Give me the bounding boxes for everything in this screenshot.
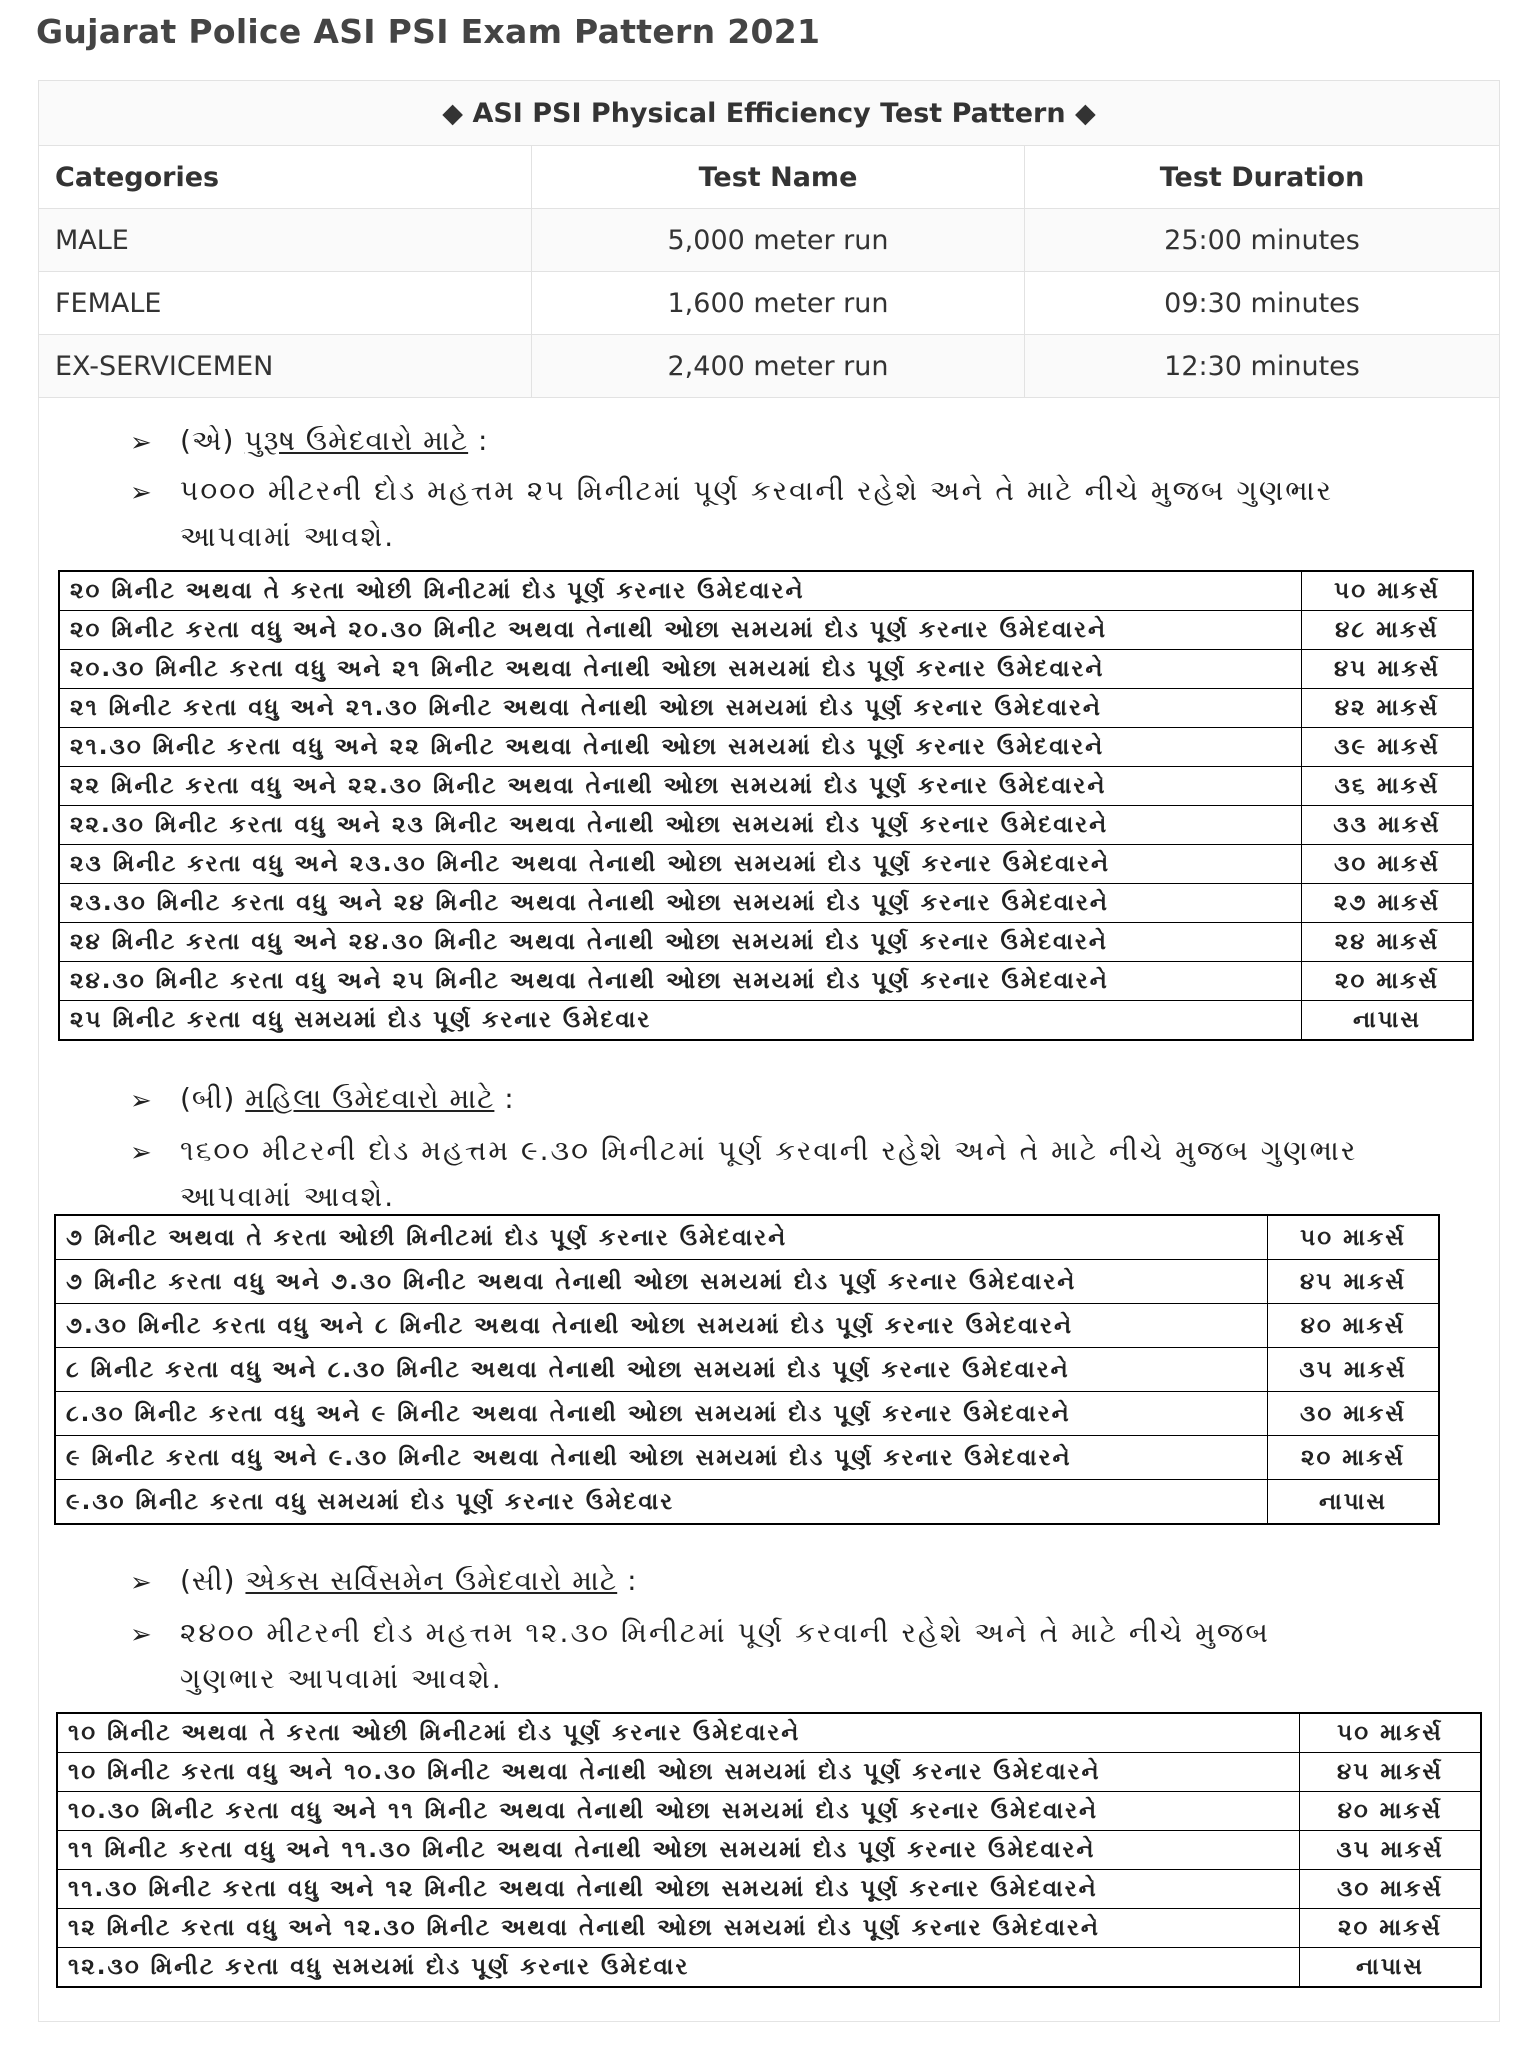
marks-cell: ૩૦ માકર્સ (1300, 1870, 1482, 1909)
criteria-cell: ૯ મિનીટ કરતા વધુ અને ૯.૩૦ મિનીટ અથવા તેનાથી ઓછા સમયમાં દોડ પૂર્ણ કરનાર ઉમેદવારને (55, 1436, 1268, 1480)
section-heading-text: મહિલા ઉમેદવારો માટે (245, 1082, 495, 1115)
marks-cell: ૩૩ માકર્સ (1302, 806, 1474, 845)
marks-cell: ૩૦ માકર્સ (1302, 845, 1474, 884)
table-row (59, 884, 1473, 923)
para-line-2: ગુણભાર આપવામાં આવશે. (180, 1662, 503, 1695)
bullet-arrow-icon: ➢ (130, 1086, 152, 1116)
criteria-cell: ૮ મિનીટ કરતા વધુ અને ૮.૩૦ મિનીટ અથવા તેનાથી ઓછા સમયમાં દોડ પૂર્ણ કરનાર ઉમેદવારને (55, 1348, 1268, 1392)
criteria-cell: ૧૨ મિનીટ કરતા વધુ અને ૧૨.૩૦ મિનીટ અથવા તેનાથી ઓછા સમયમાં દોડ પૂર્ણ કરનાર ઉમેદવારને (57, 1909, 1300, 1948)
table-row (59, 962, 1473, 1001)
test-name-cell: 1,600 meter run (532, 272, 1025, 335)
marks-cell: ૩૫ માકર્સ (1268, 1348, 1440, 1392)
criteria-cell: ૨૦ મિનીટ કરતા વધુ અને ૨૦.૩૦ મિનીટ અથવા તેનાથી ઓછા સમયમાં દોડ પૂર્ણ કરનાર ઉમેદવારને (59, 611, 1302, 650)
table-row (59, 689, 1473, 728)
para-line-1: ૨૪૦૦ મીટરની દોડ મહત્તમ ૧૨.૩૦ મિનીટમાં પૂર્ણ કરવાની રહેશે અને તે માટે નીચે મુજબ (180, 1616, 1270, 1649)
marks-cell: ૪૮ માકર્સ (1302, 611, 1474, 650)
marks-cell: ૫૦ માકર્સ (1300, 1713, 1482, 1753)
criteria-cell: ૨૧.૩૦ મિનીટ કરતા વધુ અને ૨૨ મિનીટ અથવા તેનાથી ઓછા સમયમાં દોડ પૂર્ણ કરનાર ઉમેદવારને (59, 728, 1302, 767)
table-row (55, 1304, 1439, 1348)
table-row (55, 1348, 1439, 1392)
marks-cell: ૨૪ માકર્સ (1302, 923, 1474, 962)
table-row (59, 728, 1473, 767)
table-row (59, 923, 1473, 962)
criteria-cell: ૨૨.૩૦ મિનીટ કરતા વધુ અને ૨૩ મિનીટ અથવા તેનાથી ઓછા સમયમાં દોડ પૂર્ણ કરનાર ઉમેદવારને (59, 806, 1302, 845)
table-row (57, 1792, 1481, 1831)
category-cell: FEMALE (39, 272, 532, 335)
criteria-cell: ૧૧ મિનીટ કરતા વધુ અને ૧૧.૩૦ મિનીટ અથવા તેનાથી ઓછા સમયમાં દોડ પૂર્ણ કરનાર ઉમેદવારને (57, 1831, 1300, 1870)
marks-cell: ૩૬ માકર્સ (1302, 767, 1474, 806)
criteria-cell: ૨૨ મિનીટ કરતા વધુ અને ૨૨.૩૦ મિનીટ અથવા તેનાથી ઓછા સમયમાં દોડ પૂર્ણ કરનાર ઉમેદવારને (59, 767, 1302, 806)
table-row (59, 845, 1473, 884)
page-title: Gujarat Police ASI PSI Exam Pattern 2021 (36, 12, 821, 51)
criteria-cell: ૭ મિનીટ કરતા વધુ અને ૭.૩૦ મિનીટ અથવા તેનાથી ઓછા સમયમાં દોડ પૂર્ણ કરનાર ઉમેદવારને (55, 1260, 1268, 1304)
criteria-cell: ૮.૩૦ મિનીટ કરતા વધુ અને ૯ મિનીટ અથવા તેનાથી ઓછા સમયમાં દોડ પૂર્ણ કરનાર ઉમેદવારને (55, 1392, 1268, 1436)
table-row (57, 1909, 1481, 1948)
bullet-arrow-icon: ➢ (130, 1568, 152, 1598)
table-row (55, 1392, 1439, 1436)
table-row (59, 806, 1473, 845)
section-prefix: (સી) (180, 1564, 236, 1597)
criteria-cell: ૯.૩૦ મિનીટ કરતા વધુ સમયમાં દોડ પૂર્ણ કરનાર ઉમેદવાર (55, 1480, 1268, 1525)
criteria-cell: ૧૧.૩૦ મિનીટ કરતા વધુ અને ૧૨ મિનીટ અથવા તેનાથી ઓછા સમયમાં દોડ પૂર્ણ કરનાર ઉમેદવારને (57, 1870, 1300, 1909)
header-test-duration: Test Duration (1025, 146, 1500, 209)
pet-table-caption: ◆ ASI PSI Physical Efficiency Test Pattern ◆ (39, 81, 1500, 146)
marks-cell: નાપાસ (1268, 1480, 1440, 1525)
para-line-2: આપવામાં આવશે. (180, 1180, 396, 1213)
marks-cell: ૫૦ માકર્સ (1268, 1215, 1440, 1260)
marks-cell: ૨૦ માકર્સ (1302, 962, 1474, 1001)
category-cell: MALE (39, 209, 532, 272)
test-name-cell: 5,000 meter run (532, 209, 1025, 272)
marks-cell: ૫૦ માકર્સ (1302, 571, 1474, 611)
female-section-heading (180, 1082, 515, 1116)
criteria-cell: ૧૦ મિનીટ અથવા તે કરતા ઓછી મિનીટમાં દોડ પૂર્ણ કરનાર ઉમેદવારને (57, 1713, 1300, 1753)
exsm-marks-table (56, 1712, 1482, 1988)
table-row (59, 571, 1473, 611)
male-section-heading (180, 424, 488, 458)
table-row (55, 1436, 1439, 1480)
header-categories: Categories (39, 146, 532, 209)
test-duration-cell: 25:00 minutes (1025, 209, 1500, 272)
criteria-cell: ૨૦ મિનીટ અથવા તે કરતા ઓછી મિનીટમાં દોડ પૂર્ણ કરનાર ઉમેદવારને (59, 571, 1302, 611)
bullet-arrow-icon: ➢ (130, 478, 152, 508)
criteria-cell: ૨૦.૩૦ મિનીટ કરતા વધુ અને ૨૧ મિનીટ અથવા તેનાથી ઓછા સમયમાં દોડ પૂર્ણ કરનાર ઉમેદવારને (59, 650, 1302, 689)
criteria-cell: ૨૫ મિનીટ કરતા વધુ સમયમાં દોડ પૂર્ણ કરનાર ઉમેદવાર (59, 1001, 1302, 1041)
table-row (59, 650, 1473, 689)
male-rule-paragraph (180, 468, 1480, 560)
criteria-cell: ૨૪ મિનીટ કરતા વધુ અને ૨૪.૩૦ મિનીટ અથવા તેનાથી ઓછા સમયમાં દોડ પૂર્ણ કરનાર ઉમેદવારને (59, 923, 1302, 962)
exsm-rule-paragraph (180, 1610, 1500, 1702)
table-row (39, 335, 1500, 398)
test-duration-cell: 12:30 minutes (1025, 335, 1500, 398)
para-line-1: ૫૦૦૦ મીટરની દોડ મહત્તમ ૨૫ મિનીટમાં પૂર્ણ કરવાની રહેશે અને તે માટે નીચે મુજબ ગુણભાર (180, 474, 1334, 507)
marks-cell: ૩૯ માકર્સ (1302, 728, 1474, 767)
marks-cell: ૨૦ માકર્સ (1300, 1909, 1482, 1948)
marks-cell: ૨૦ માકર્સ (1268, 1436, 1440, 1480)
header-test-name: Test Name (532, 146, 1025, 209)
table-row (57, 1870, 1481, 1909)
exsm-section-heading (180, 1564, 638, 1598)
section-colon: : (627, 1564, 638, 1597)
table-row (57, 1831, 1481, 1870)
para-line-1: ૧૬૦૦ મીટરની દોડ મહત્તમ ૯.૩૦ મિનીટમાં પૂર્ણ કરવાની રહેશે અને તે માટે નીચે મુજબ ગુણભાર (180, 1134, 1358, 1167)
marks-cell: ૪૫ માકર્સ (1300, 1753, 1482, 1792)
section-colon: : (504, 1082, 515, 1115)
marks-cell: ૪૦ માકર્સ (1300, 1792, 1482, 1831)
male-marks-table (58, 570, 1474, 1041)
marks-cell: ૩૦ માકર્સ (1268, 1392, 1440, 1436)
bullet-arrow-icon: ➢ (130, 1138, 152, 1168)
pet-pattern-table (38, 80, 1500, 398)
marks-cell: નાપાસ (1302, 1001, 1474, 1041)
marks-cell: ૨૭ માકર્સ (1302, 884, 1474, 923)
test-duration-cell: 09:30 minutes (1025, 272, 1500, 335)
female-rule-paragraph (180, 1128, 1480, 1220)
criteria-cell: ૨૩.૩૦ મિનીટ કરતા વધુ અને ૨૪ મિનીટ અથવા તેનાથી ઓછા સમયમાં દોડ પૂર્ણ કરનાર ઉમેદવારને (59, 884, 1302, 923)
table-row (39, 272, 1500, 335)
criteria-cell: ૧૦ મિનીટ કરતા વધુ અને ૧૦.૩૦ મિનીટ અથવા તેનાથી ઓછા સમયમાં દોડ પૂર્ણ કરનાર ઉમેદવારને (57, 1753, 1300, 1792)
criteria-cell: ૨૪.૩૦ મિનીટ કરતા વધુ અને ૨૫ મિનીટ અથવા તેનાથી ઓછા સમયમાં દોડ પૂર્ણ કરનાર ઉમેદવારને (59, 962, 1302, 1001)
marks-cell: ૪૨ માકર્સ (1302, 689, 1474, 728)
table-row (57, 1713, 1481, 1753)
marks-cell: ૪૫ માકર્સ (1268, 1260, 1440, 1304)
table-row (59, 767, 1473, 806)
section-heading-text: પુરૂષ ઉમેદવારો માટે (244, 424, 469, 457)
table-row (55, 1260, 1439, 1304)
category-cell: EX-SERVICEMEN (39, 335, 532, 398)
marks-cell: નાપાસ (1300, 1948, 1482, 1988)
section-prefix: (એ) (180, 424, 235, 457)
bullet-arrow-icon: ➢ (130, 428, 152, 458)
section-prefix: (બી) (180, 1082, 236, 1115)
table-row (59, 611, 1473, 650)
table-row (55, 1480, 1439, 1525)
criteria-cell: ૨૧ મિનીટ કરતા વધુ અને ૨૧.૩૦ મિનીટ અથવા તેનાથી ઓછા સમયમાં દોડ પૂર્ણ કરનાર ઉમેદવારને (59, 689, 1302, 728)
bullet-arrow-icon: ➢ (130, 1620, 152, 1650)
criteria-cell: ૧૦.૩૦ મિનીટ કરતા વધુ અને ૧૧ મિનીટ અથવા તેનાથી ઓછા સમયમાં દોડ પૂર્ણ કરનાર ઉમેદવારને (57, 1792, 1300, 1831)
marks-cell: ૩૫ માકર્સ (1300, 1831, 1482, 1870)
table-row (57, 1753, 1481, 1792)
criteria-cell: ૭ મિનીટ અથવા તે કરતા ઓછી મિનીટમાં દોડ પૂર્ણ કરનાર ઉમેદવારને (55, 1215, 1268, 1260)
marks-cell: ૪૦ માકર્સ (1268, 1304, 1440, 1348)
table-row (39, 209, 1500, 272)
table-row (55, 1215, 1439, 1260)
criteria-cell: ૭.૩૦ મિનીટ કરતા વધુ અને ૮ મિનીટ અથવા તેનાથી ઓછા સમયમાં દોડ પૂર્ણ કરનાર ઉમેદવારને (55, 1304, 1268, 1348)
section-heading-text: એકસ સર્વિસમેન ઉમેદવારો માટે (245, 1564, 618, 1597)
table-row (59, 1001, 1473, 1041)
table-row (57, 1948, 1481, 1988)
test-name-cell: 2,400 meter run (532, 335, 1025, 398)
female-marks-table (54, 1214, 1440, 1525)
criteria-cell: ૧૨.૩૦ મિનીટ કરતા વધુ સમયમાં દોડ પૂર્ણ કરનાર ઉમેદવાર (57, 1948, 1300, 1988)
para-line-2: આપવામાં આવશે. (180, 520, 396, 553)
section-colon: : (478, 424, 489, 457)
criteria-cell: ૨૩ મિનીટ કરતા વધુ અને ૨૩.૩૦ મિનીટ અથવા તેનાથી ઓછા સમયમાં દોડ પૂર્ણ કરનાર ઉમેદવારને (59, 845, 1302, 884)
marks-cell: ૪૫ માકર્સ (1302, 650, 1474, 689)
